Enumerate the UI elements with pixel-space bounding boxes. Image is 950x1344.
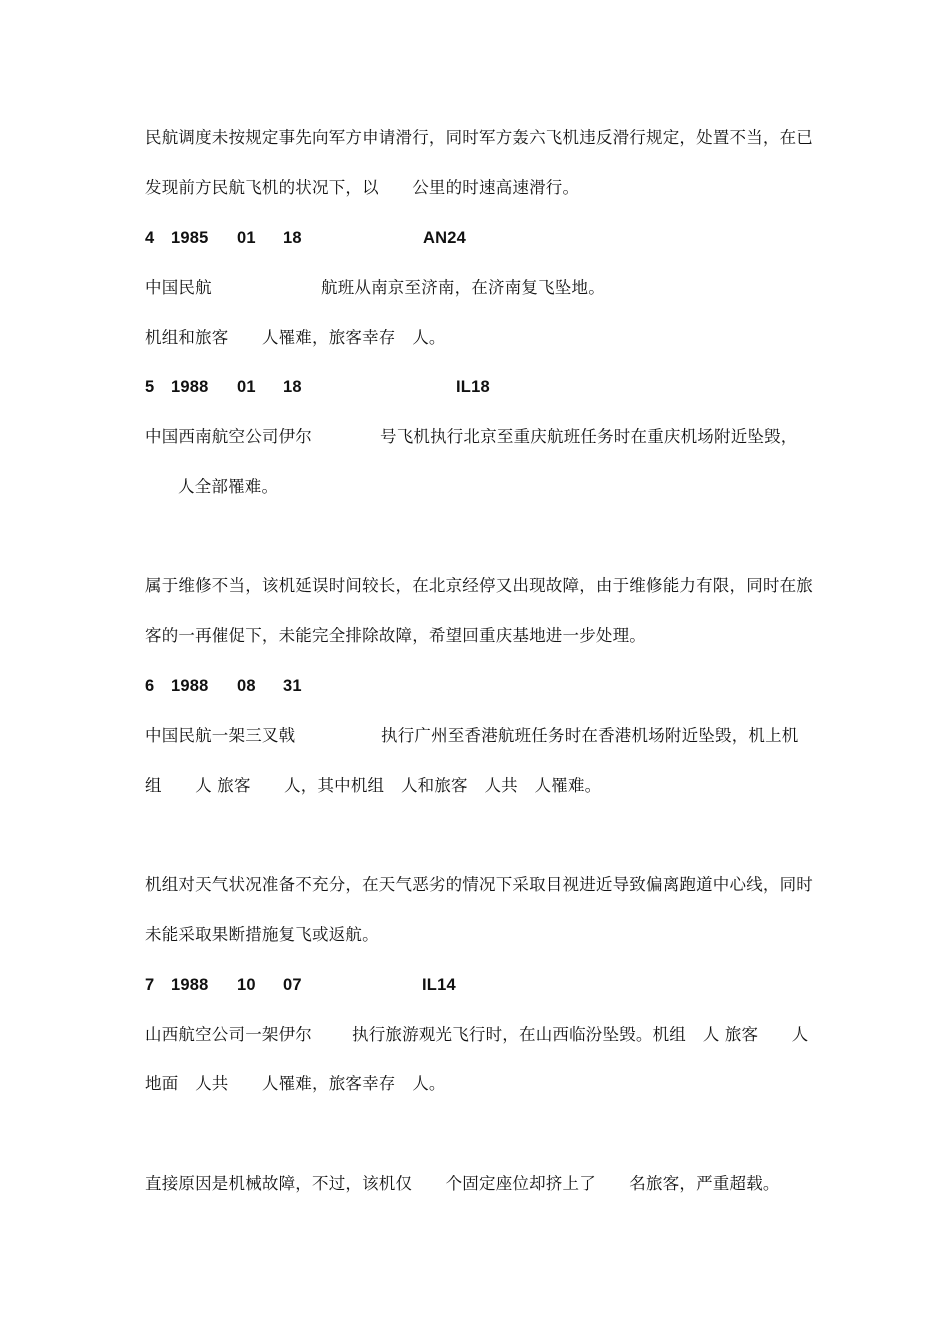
record-month: 01 [237,229,256,247]
record-year: 1988 [171,677,209,695]
text-line: 机组对天气状况准备不充分，在天气恶劣的情况下采取目视进近导致偏离跑道中心线，同时 [145,875,813,894]
text-line: 发现前方民航飞机的状况下，以 公里的时速高速滑行。 [145,178,580,197]
record-day: 07 [283,976,302,994]
text-line: 属于维修不当，该机延误时间较长，在北京经停又出现故障，由于维修能力有限，同时在旅 [145,576,813,595]
text-line: 客的一再催促下，未能完全排除故障，希望回重庆基地进一步处理。 [145,626,646,645]
record-year: 1988 [171,378,209,396]
record-aircraft: AN24 [423,229,466,247]
record-month: 08 [237,677,256,695]
record-number: 4 [145,229,155,247]
text-line: 民航调度未按规定事先向军方申请滑行，同时军方轰六飞机违反滑行规定，处置不当，在已 [145,128,813,147]
record-year: 1985 [171,229,209,247]
text-line: 组 人 旅客 人，其中机组 人和旅客 人共 人罹难。 [145,776,602,795]
record-month: 01 [237,378,256,396]
text-segment: 号飞机执行北京至重庆航班任务时在重庆机场附近坠毁， [380,427,798,446]
text-segment: 中国民航 [145,278,212,297]
text-segment: 执行广州至香港航班任务时在香港机场附近坠毁，机上机 [381,726,799,745]
text-segment: 人全部罹难。 [178,477,279,496]
record-year: 1988 [171,976,209,994]
text-line: 直接原因是机械故障，不过，该机仅 个固定座位却挤上了 名旅客，严重超载。 [145,1174,780,1193]
text-segment: 中国民航一架三叉戟 [145,726,296,745]
text-line: 地面 人共 人罹难，旅客幸存 人。 [145,1074,446,1093]
text-line: 机组和旅客 人罹难，旅客幸存 人。 [145,328,446,347]
text-segment: 中国西南航空公司伊尔 [145,427,312,446]
text-segment: 执行旅游观光飞行时，在山西临汾坠毁。机组 人 旅客 人 [352,1025,809,1044]
record-aircraft: IL14 [422,976,456,994]
text-segment: 山西航空公司一架伊尔 [145,1025,312,1044]
record-day: 18 [283,229,302,247]
record-aircraft: IL18 [456,378,490,396]
record-day: 18 [283,378,302,396]
record-month: 10 [237,976,256,994]
record-number: 5 [145,378,155,396]
record-day: 31 [283,677,302,695]
text-segment: 航班从南京至济南，在济南复飞坠地。 [321,278,605,297]
text-line: 未能采取果断措施复飞或返航。 [145,925,379,944]
record-number: 6 [145,677,155,695]
record-number: 7 [145,976,155,994]
